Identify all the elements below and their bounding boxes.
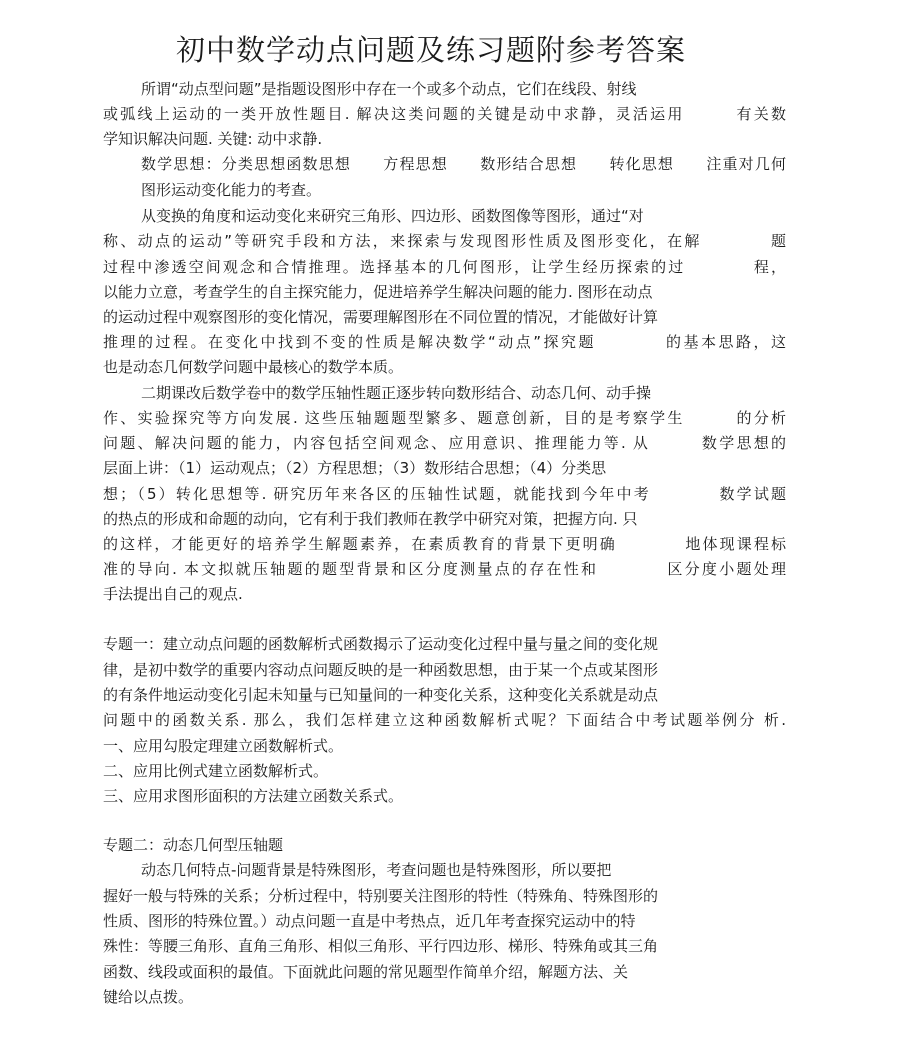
topic2-line-1: 动态几何特点-问题背景是特殊图形，考查问题也是特殊图形，所以要把: [141, 861, 612, 879]
topic1-item-2: 二、应用比例式建立函数解析式。: [103, 762, 329, 780]
topic1-line-2: 律，是初中数学的重要内容动点问题反映的是一种函数思想，由于某一个点或某图形: [103, 661, 659, 679]
topic2-line-2: 握好一般与特殊的关系；分析过程中，特别要关注图形的特性（特殊角、特殊图形的: [103, 887, 659, 905]
intro-p1-line-2: 或弧线上运动的一类开放性题目. 解决这类问题的关键是动中求静，灵活运用 有关数: [103, 105, 786, 123]
intro-p2-line-1: 数学思想：分类思想函数思想 方程思想 数形结合思想 转化思想 注重对几何: [141, 155, 786, 173]
intro-p4-line-2: 作、实验探究等方向发展. 这些压轴题题型繁多、题意创新，目的是考察学生 的分析: [103, 409, 786, 427]
topic1-item-1: 一、应用勾股定理建立函数解析式。: [103, 737, 344, 755]
intro-p4-line-1: 二期课改后数学卷中的数学压轴性题正逐步转向数形结合、动态几何、动手操: [141, 384, 652, 402]
intro-p3-line-7: 也是动态几何数学问题中最核心的数学本质。: [103, 358, 404, 376]
topic1-line-4: 问题中的函数关系. 那么，我们怎样建立这种函数解析式呢？下面结合中考试题举例分 析.: [103, 711, 786, 729]
intro-p4-line-9: 手法提出自己的观点.: [103, 585, 243, 603]
intro-p3-line-6: 推理的过程。在变化中找到不变的性质是解决数学“动点”探究题 的基本思路，这: [103, 333, 786, 351]
intro-p3-line-4: 以能力立意，考查学生的自主探究能力，促进培养学生解决问题的能力. 图形在动点: [103, 283, 653, 301]
topic1-line-3: 的有条件地运动变化引起未知量与已知量间的一种变化关系，这种变化关系就是动点: [103, 686, 659, 704]
intro-p3-line-3: 过程中渗透空间观念和合情推理。选择基本的几何图形，让学生经历探索的过 程，: [103, 258, 786, 276]
intro-p3-line-5: 的运动过程中观察图形的变化情况，需要理解图形在不同位置的情况，才能做好计算: [103, 308, 659, 326]
intro-p1-line-3: 学知识解决问题. 关键: 动中求静.: [103, 130, 323, 148]
topic1-item-3: 三、应用求图形面积的方法建立函数关系式。: [103, 787, 404, 805]
topic2-heading: 专题二：动态几何型压轴题: [103, 836, 284, 854]
intro-p4-line-3: 问题、解决问题的能力，内容包括空间观念、应用意识、推理能力等. 从 数学思想的: [103, 434, 786, 452]
topic2-line-5: 函数、线段或面积的最值。下面就此问题的常见题型作简单介绍，解题方法、关: [103, 963, 629, 981]
intro-p3-line-2: 称、动点的运动”等研究手段和方法，来探索与发现图形性质及图形变化，在解 题: [103, 232, 786, 250]
topic2-line-6: 键给以点拨。: [103, 988, 194, 1006]
topic2-line-3: 性质、图形的特殊位置。）动点问题一直是中考热点，近几年考查探究运动中的特: [103, 912, 636, 930]
intro-p4-line-4: 层面上讲：（1）运动观点；（2）方程思想；（3）数形结合思想；（4）分类思: [103, 459, 607, 477]
intro-p2-line-2: 图形运动变化能力的考查。: [141, 181, 322, 199]
intro-p3-line-1: 从变换的角度和运动变化来研究三角形、四边形、函数图像等图形，通过“对: [141, 207, 644, 225]
topic1-line-1: 专题一：建立动点问题的函数解析式函数揭示了运动变化过程中量与量之间的变化规: [103, 635, 659, 653]
intro-p4-line-8: 准的导向. 本文拟就压轴题的题型背景和区分度测量点的存在性和 区分度小题处理: [103, 560, 786, 578]
topic2-line-4: 殊性：等腰三角形、直角三角形、相似三角形、平行四边形、梯形、特殊角或其三角: [103, 937, 659, 955]
intro-p4-line-5: 想；（5）转化思想等. 研究历年来各区的压轴性试题，就能找到今年中考 数学试题: [103, 485, 786, 503]
document-title: 初中数学动点问题及练习题附参考答案: [175, 33, 686, 67]
intro-p4-line-7: 的这样，才能更好的培养学生解题素养，在素质教育的背景下更明确 地体现课程标: [103, 535, 786, 553]
intro-p1-line-1: 所谓“动点型问题”是指题设图形中存在一个或多个动点，它们在线段、射线: [141, 80, 637, 98]
intro-p4-line-6: 的热点的形成和命题的动向，它有利于我们教师在教学中研究对策，把握方向. 只: [103, 510, 638, 528]
